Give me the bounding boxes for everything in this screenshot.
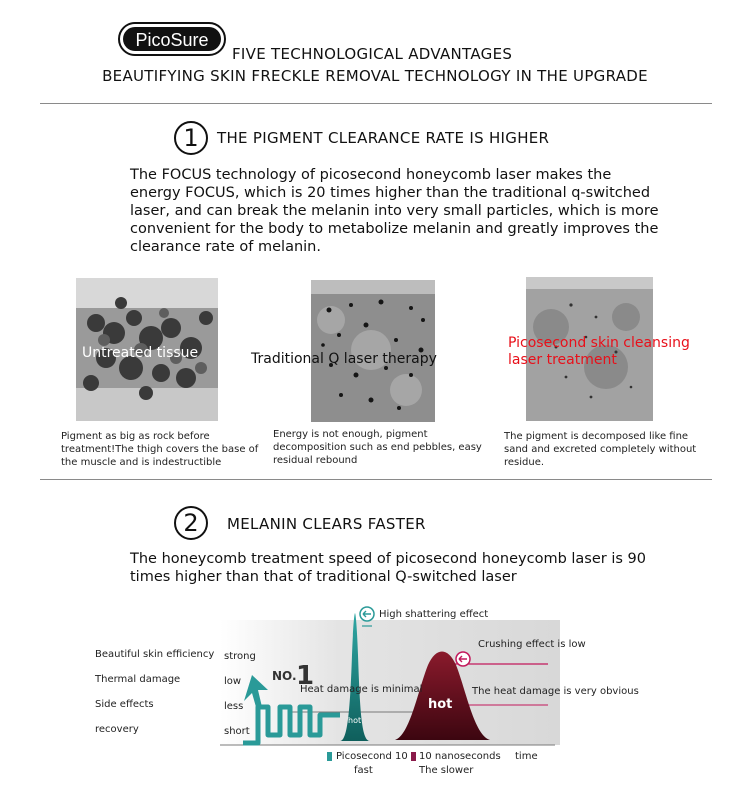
- no1-label: NO.: [272, 669, 297, 683]
- legend-swatch-picosecond: [327, 752, 332, 761]
- section1-paragraph-line: convenient for the body to metabolize melanin and greatly improves the: [130, 221, 659, 237]
- time-axis-label: time: [515, 751, 538, 762]
- label-line: Picosecond skin cleansing: [508, 335, 690, 351]
- logo-text: PicoSure: [123, 27, 221, 51]
- high-shattering-label: High shattering effect: [379, 609, 489, 620]
- section1-title: THE PIGMENT CLEARANCE RATE IS HIGHER: [217, 129, 550, 147]
- section1-paragraph-line: clearance rate of melanin.: [130, 239, 321, 255]
- row-label-recovery: recovery: [95, 724, 139, 735]
- page-title-line1: FIVE TECHNOLOGICAL ADVANTAGES: [232, 45, 513, 63]
- traditional-q-laser-label: Traditional Q laser therapy: [251, 351, 437, 367]
- section2-paragraph-line: times higher than that of traditional Q-switched laser: [130, 569, 517, 585]
- legend-nanosecond-sub: The slower: [419, 765, 474, 776]
- row-label-thermal: Thermal damage: [95, 674, 181, 685]
- row-label-efficiency: Beautiful skin efficiency: [95, 649, 215, 660]
- caption-line: Energy is not enough, pigment: [273, 429, 428, 440]
- level-label-low: low: [224, 676, 242, 687]
- heat-obvious-label: The heat damage is very obvious: [472, 686, 639, 697]
- section2-number-badge: 2: [174, 506, 208, 540]
- section1-number-badge: 1: [174, 121, 208, 155]
- heat-minimal-label: Heat damage is minimal: [300, 684, 423, 695]
- section1-paragraph-line: energy FOCUS, which is 20 times higher than the traditional q-switched: [130, 185, 651, 201]
- untreated-tissue-caption: [61, 430, 258, 469]
- legend-swatch-nanosecond: [411, 752, 416, 761]
- legend-picosecond-sub: fast: [354, 765, 373, 776]
- section2-paragraph: [130, 550, 646, 586]
- laser-comparison-chart: [0, 595, 750, 795]
- legend-nanosecond: 10 nanoseconds: [419, 751, 501, 762]
- hot-small-label: hot: [348, 716, 362, 725]
- section1-paragraph-line: The FOCUS technology of picosecond honeycomb laser makes the: [130, 167, 612, 183]
- section1-paragraph-line: laser, and can break the melanin into very small particles, which is more: [130, 203, 659, 219]
- divider-top: [40, 103, 712, 104]
- divider-middle: [40, 479, 712, 480]
- caption-line: residual rebound: [273, 455, 358, 466]
- caption-line: Pigment as big as rock before: [61, 431, 210, 442]
- caption-line: decomposition such as end pebbles, easy: [273, 442, 482, 453]
- picosure-logo: [118, 22, 226, 56]
- level-label-strong: strong: [224, 651, 256, 662]
- row-label-side-effects: Side effects: [95, 699, 154, 710]
- caption-line: treatment!The thigh covers the base of: [61, 444, 259, 455]
- caption-line: sand and excreted completely without: [504, 444, 697, 455]
- hot-big-label: hot: [428, 697, 453, 712]
- no1-digit: 1: [296, 661, 315, 691]
- label-line: laser treatment: [508, 352, 617, 368]
- crushing-low-label: Crushing effect is low: [478, 639, 586, 650]
- level-label-short: short: [224, 726, 250, 737]
- caption-line: the muscle and is indestructible: [61, 457, 222, 468]
- caption-line: The pigment is decomposed like fine: [504, 431, 689, 442]
- traditional-q-laser-caption: [273, 428, 482, 467]
- untreated-tissue-label: Untreated tissue: [82, 345, 199, 361]
- page-title-line2: BEAUTIFYING SKIN FRECKLE REMOVAL TECHNOLOGY IN THE UPGRADE: [102, 67, 648, 85]
- level-label-less: less: [224, 701, 244, 712]
- legend-picosecond: Picosecond 10: [336, 751, 408, 762]
- picosecond-laser-label: [508, 335, 690, 369]
- section2-paragraph-line: The honeycomb treatment speed of picosecond honeycomb laser is 90: [130, 551, 646, 567]
- section1-paragraph: [130, 166, 659, 256]
- picosecond-laser-caption: [504, 430, 696, 469]
- caption-line: residue.: [504, 457, 545, 468]
- section2-title: MELANIN CLEARS FASTER: [227, 515, 426, 533]
